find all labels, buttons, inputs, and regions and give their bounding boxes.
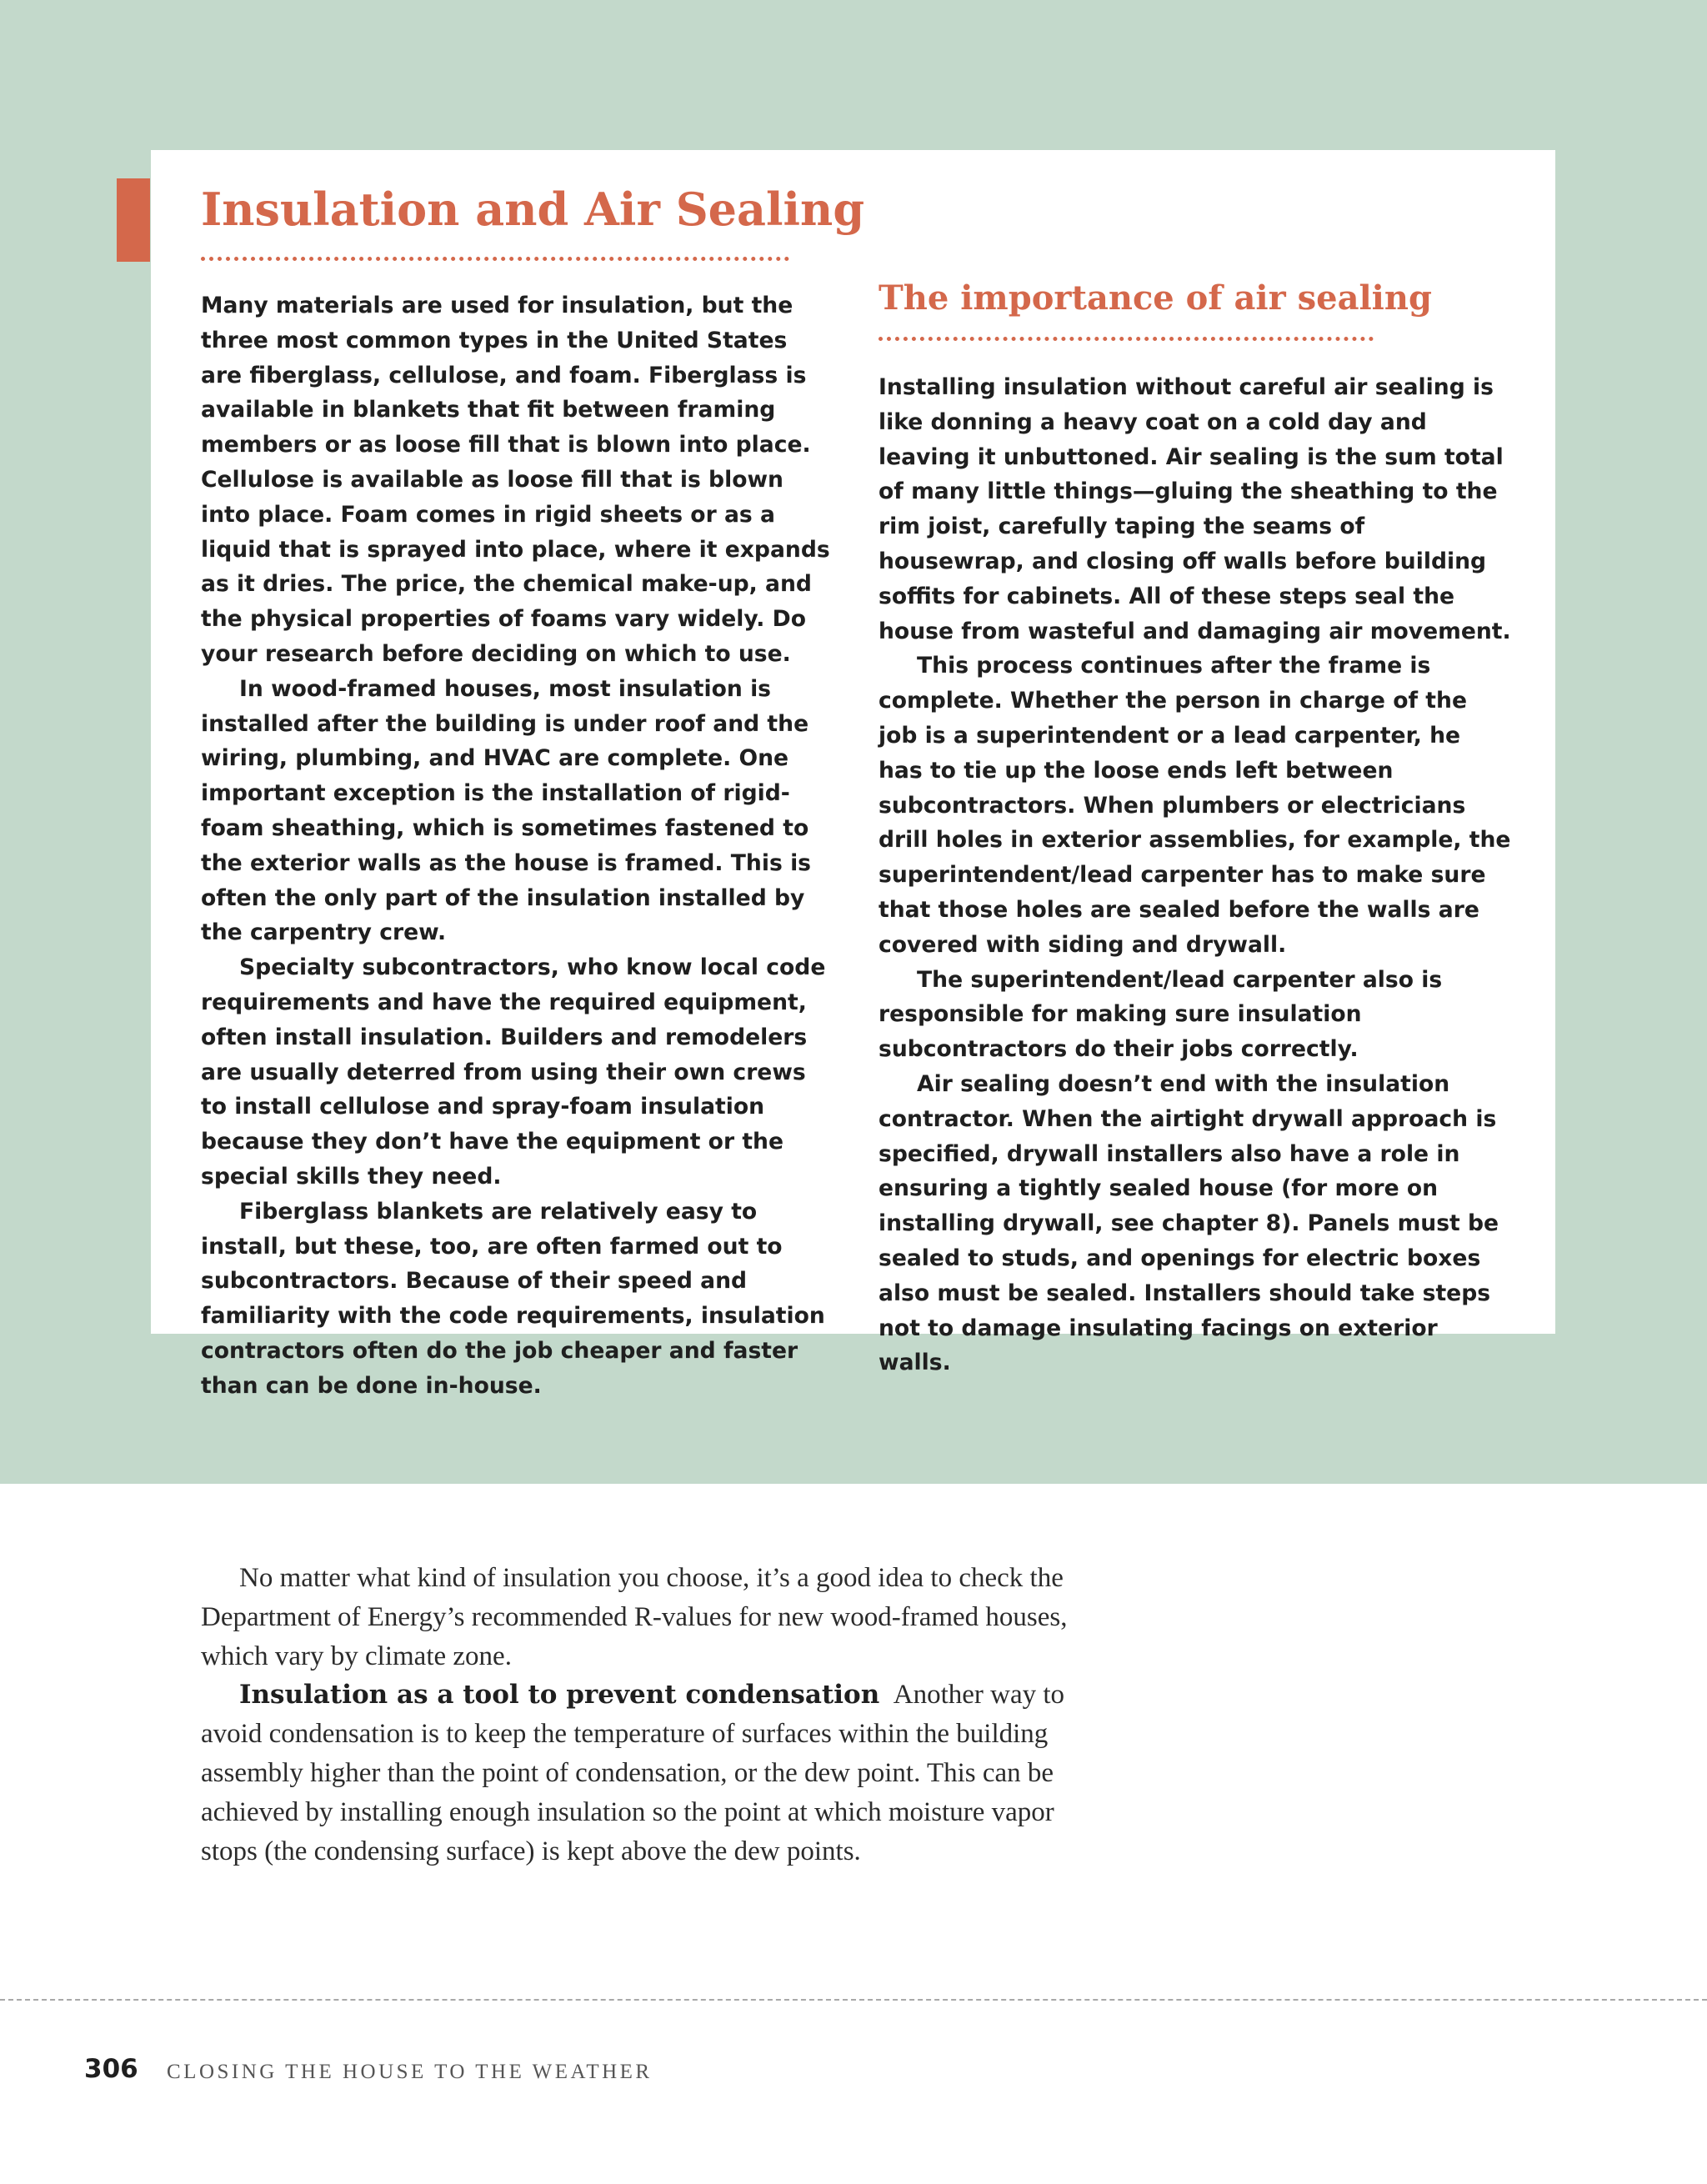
page-number: 306 xyxy=(84,2054,138,2084)
right-paragraph: Installing insulation without careful air sealing is like donning a heavy coat on a cold day and leaving it unbuttoned. Air sealing is the sum total of many little things—gluing the sheathing to the rim joist, carefully taping the seams of housewrap, and closing off walls before building soffits for cabinets. All of these steps seal the house from wasteful and damaging air movement. xyxy=(879,374,1511,644)
left-paragraph: Fiberglass blankets are relatively easy to install, but these, too, are often farmed out to subcontractors. Because of their speed and familiarity with the code requirements, insulation contractors often do the job cheaper and faster than can be done in-house. xyxy=(201,1198,825,1399)
title-accent-bar xyxy=(117,178,150,262)
title-dotted-rule xyxy=(201,257,789,261)
footer-dashed-rule xyxy=(0,1999,1707,2001)
sidebar-right-column xyxy=(879,370,1512,1380)
body-paragraph: No matter what kind of insulation you choose, it’s a good idea to check the Department of Energy’s recommended R-values for new wood-framed houses, which vary by climate zone. xyxy=(201,1563,1068,1671)
right-paragraph: This process continues after the frame is complete. Whether the person in charge of the job is a superintendent or a lead carpenter, he has to tie up the loose ends left between subcontractors. When plumbers or electricians drill holes in exterior assemblies, for example, the superintendent/lead carpenter has to make sure that those holes are sealed before the walls are covered with siding and drywall. xyxy=(879,653,1511,958)
main-body-text xyxy=(201,1559,1076,1871)
running-head: CLOSING THE HOUSE TO THE WEATHER xyxy=(167,2061,653,2083)
left-paragraph: In wood-framed houses, most insulation is installed after the building is under roof and the wiring, plumbing, and HVAC are complete. One important exception is the installation of rigid-foam sheathing, which is sometimes fastened to the exterior walls as the house is framed. This is often the only part of the insulation installed by the carpentry crew. xyxy=(201,675,812,946)
run-in-heading: Insulation as a tool to prevent condensation xyxy=(239,1680,880,1711)
sidebar-title: Insulation and Air Sealing xyxy=(201,183,865,236)
left-paragraph: Specialty subcontractors, who know local code requirements and have the required equipment, often install insulation. Builders and remodelers are usually deterred from using their own crews to install cellulose and spray-foam insulation because they don’t have the equipment or the special skills they need. xyxy=(201,954,826,1190)
sidebar-left-column xyxy=(201,288,834,1404)
subheading-dotted-rule xyxy=(879,337,1374,341)
left-paragraph: Many materials are used for insulation, but the three most common types in the United States are fiberglass, cellulose, and foam. Fiberglass is available in blankets that fit between framing members or as loose fill that is blown into place. Cellulose is available as loose fill that is blown into place. Foam comes in rigid sheets or as a liquid that is sprayed into place, where it expands as it dries. The price, the chemical make-up, and the physical properties of foams vary widely. Do your research before deciding on which to use. xyxy=(201,293,830,667)
right-paragraph: Air sealing doesn’t end with the insulation contractor. When the airtight drywall approach is specified, drywall installers also have a role in ensuring a tightly sealed house (for more on installing drywall, see chapter 8). Panels must be sealed to studs, and openings for electric boxes also must be sealed. Installers should take steps not to damage insulating facings on exterior walls. xyxy=(879,1070,1499,1376)
run-in-paragraph-text: Another way to avoid condensation is to keep the temperature of surfaces within the building assembly higher than the point of condensation, or the dew point. This can be achieved by installing enough insulation so the point at which moisture vapor stops (the condensing surface) is kept above the dew points. xyxy=(201,1680,1065,1866)
body-paragraph-with-run-in xyxy=(201,1676,1076,1871)
right-paragraph: The superintendent/lead carpenter also is responsible for making sure insulation subcontractors do their jobs correctly. xyxy=(879,966,1443,1063)
sidebar-subheading: The importance of air sealing xyxy=(879,278,1432,318)
